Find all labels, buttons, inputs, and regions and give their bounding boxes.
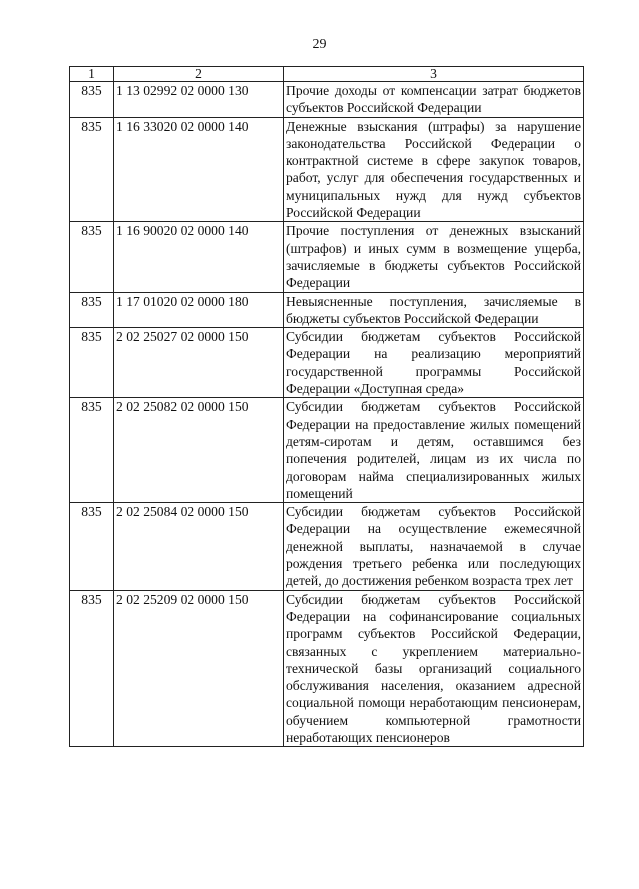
admin-code-cell: 835: [70, 292, 114, 328]
budget-code-cell: 1 13 02992 02 0000 130: [114, 82, 284, 118]
admin-code-cell: 835: [70, 590, 114, 747]
admin-code-cell: 835: [70, 328, 114, 398]
budget-classification-table: [69, 66, 584, 747]
description-cell: Субсидии бюджетам субъектов Российской Федерации на софинансирование социальных программ субъектов Российской Федерации, связанных с укреплением материально-технической базы организаций социального обслуживания населения, оказанием адресной социальной помощи неработающим пенсионерам, обучением компьютерной грамотности неработающих пенсионеров: [284, 590, 584, 747]
admin-code-cell: 835: [70, 503, 114, 590]
admin-code-cell: 835: [70, 82, 114, 118]
table-row: [70, 222, 584, 292]
column-header-3: 3: [284, 67, 584, 82]
table-row: [70, 503, 584, 590]
table-row: [70, 82, 584, 118]
table-row: [70, 328, 584, 398]
budget-code-cell: 2 02 25082 02 0000 150: [114, 398, 284, 503]
description-cell: Невыясненные поступления, зачисляемые в бюджеты субъектов Российской Федерации: [284, 292, 584, 328]
admin-code-cell: 835: [70, 117, 114, 222]
budget-code-cell: 2 02 25084 02 0000 150: [114, 503, 284, 590]
budget-code-cell: 2 02 25209 02 0000 150: [114, 590, 284, 747]
table-row: [70, 292, 584, 328]
budget-code-cell: 1 16 33020 02 0000 140: [114, 117, 284, 222]
table-row: [70, 117, 584, 222]
budget-code-cell: 2 02 25027 02 0000 150: [114, 328, 284, 398]
page-number: 29: [312, 37, 327, 52]
table-row: [70, 590, 584, 747]
description-cell: Прочие поступления от денежных взысканий (штрафов) и иных сумм в возмещение ущерба, зачисляемые в бюджеты субъектов Российской Федерации: [284, 222, 584, 292]
budget-code-cell: 1 16 90020 02 0000 140: [114, 222, 284, 292]
description-cell: Субсидии бюджетам субъектов Российской Федерации на осуществление ежемесячной денежной выплаты, назначаемой в случае рождения третьего ребенка или последующих детей, до достижения ребенком возраста трех лет: [284, 503, 584, 590]
admin-code-cell: 835: [70, 222, 114, 292]
description-cell: Субсидии бюджетам субъектов Российской Федерации на предоставление жилых помещений детям-сиротам и детям, оставшимся без попечения родителей, лицам из их числа по договорам найма специализированных жилых помещений: [284, 398, 584, 503]
description-cell: Прочие доходы от компенсации затрат бюджетов субъектов Российской Федерации: [284, 82, 584, 118]
description-cell: Денежные взыскания (штрафы) за нарушение законодательства Российской Федерации о контрактной системе в сфере закупок товаров, работ, услуг для обеспечения государственных и муниципальных нужд для нужд субъектов Российской Федерации: [284, 117, 584, 222]
budget-code-cell: 1 17 01020 02 0000 180: [114, 292, 284, 328]
table-row: [70, 398, 584, 503]
column-header-1: 1: [70, 67, 114, 82]
table-header-row: [70, 67, 584, 82]
column-header-2: 2: [114, 67, 284, 82]
admin-code-cell: 835: [70, 398, 114, 503]
description-cell: Субсидии бюджетам субъектов Российской Федерации на реализацию мероприятий государственной программы Российской Федерации «Доступная среда»: [284, 328, 584, 398]
